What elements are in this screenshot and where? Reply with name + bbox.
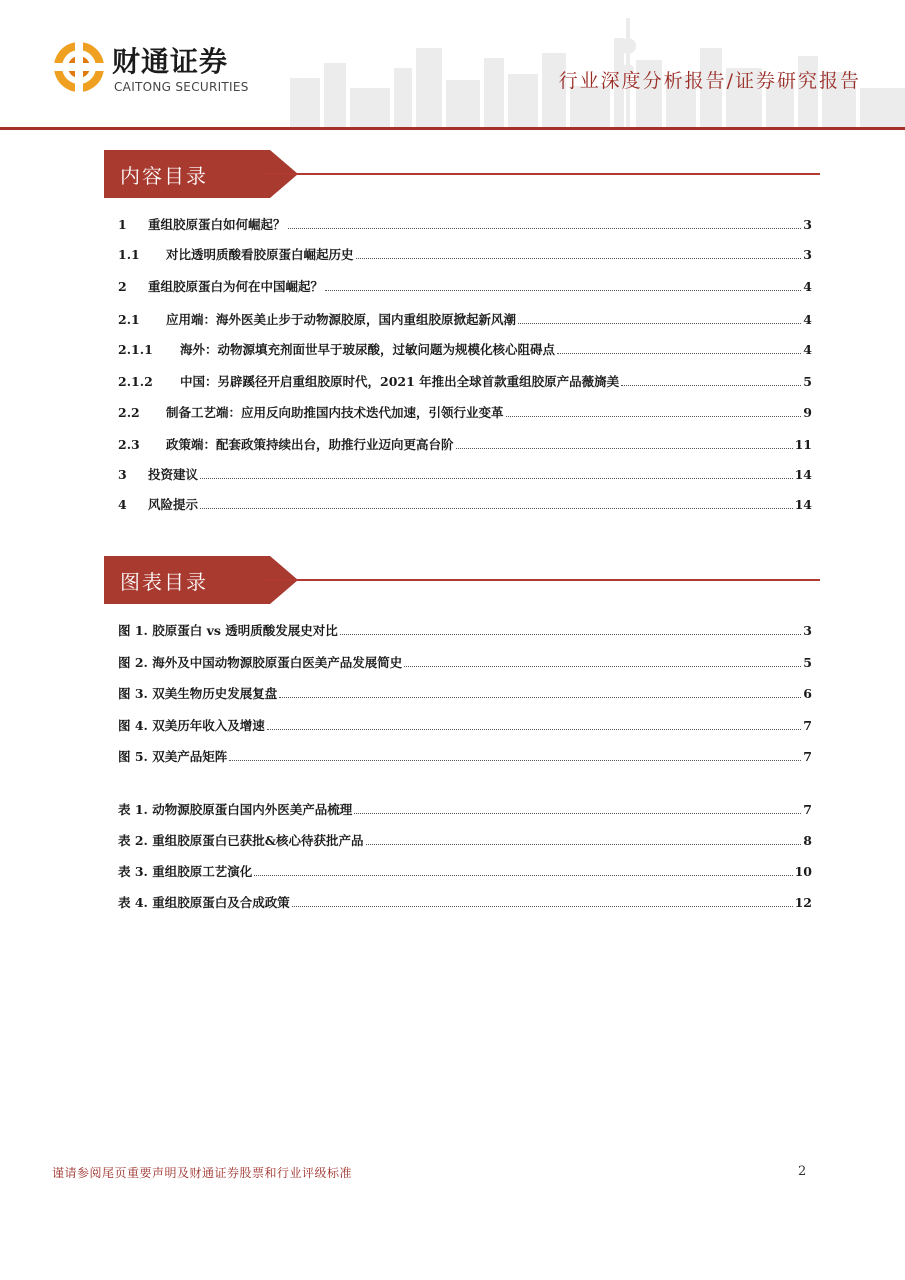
toc-entry-number: 2.1.2 bbox=[118, 374, 153, 389]
toc-entry-page: 4 bbox=[803, 312, 812, 327]
toc-entry[interactable] bbox=[118, 435, 812, 455]
toc-entry-title: 制备工艺端：应用反向助推国内技术迭代加速，引领行业变革 bbox=[166, 405, 504, 420]
table-entry[interactable] bbox=[118, 862, 812, 882]
dot-leader bbox=[404, 666, 801, 667]
brand-name-en: CAITONG SECURITIES bbox=[114, 80, 249, 94]
disclaimer-note: 谨请参阅尾页重要声明及财通证券股票和行业评级标准 bbox=[52, 1166, 353, 1180]
toc-entry-title: 图 1. 胶原蛋白 vs 透明质酸发展史对比 bbox=[118, 623, 338, 638]
toc-entry-page: 12 bbox=[794, 895, 812, 910]
dot-leader bbox=[325, 290, 801, 291]
dot-leader bbox=[366, 844, 802, 845]
toc-entry[interactable] bbox=[118, 465, 812, 485]
toc-entry-number: 2 bbox=[118, 279, 127, 294]
toc-entry-title: 表 2. 重组胶原蛋白已获批&核心待获批产品 bbox=[118, 833, 364, 848]
header-divider bbox=[0, 127, 905, 130]
banner-rule bbox=[264, 579, 820, 581]
toc-entry-page: 9 bbox=[803, 405, 812, 420]
toc-entry[interactable] bbox=[118, 495, 812, 515]
dot-leader bbox=[621, 385, 801, 386]
banner-rule bbox=[264, 173, 820, 175]
brand-name-cn: 财通证券 bbox=[112, 45, 229, 78]
toc-entry-page: 7 bbox=[803, 749, 812, 764]
toc-entry-title: 中国：另辟蹊径开启重组胶原时代，2021 年推出全球首款重组胶原产品薇旖美 bbox=[180, 374, 620, 389]
toc-entry-page: 10 bbox=[794, 864, 812, 879]
lof-title: 图表目录 bbox=[120, 570, 208, 594]
dot-leader bbox=[518, 323, 801, 324]
dot-leader bbox=[254, 875, 792, 876]
toc-entry[interactable] bbox=[118, 340, 812, 360]
toc-entry-page: 5 bbox=[803, 374, 812, 389]
dot-leader bbox=[288, 228, 802, 229]
figure-entry[interactable] bbox=[118, 653, 812, 673]
table-entry[interactable] bbox=[118, 800, 812, 820]
toc-entry-page: 3 bbox=[803, 247, 812, 262]
figure-entry[interactable] bbox=[118, 716, 812, 736]
toc-entry-title: 风险提示 bbox=[148, 497, 199, 512]
table-entry[interactable] bbox=[118, 831, 812, 851]
dot-leader bbox=[506, 416, 802, 417]
toc-entry-number: 2.1 bbox=[118, 312, 140, 327]
toc-entry-page: 4 bbox=[803, 342, 812, 357]
toc-entry-number: 2.1.1 bbox=[118, 342, 153, 357]
toc-entry-page: 7 bbox=[803, 802, 812, 817]
dot-leader bbox=[229, 760, 801, 761]
toc-entry-page: 6 bbox=[803, 686, 812, 701]
figure-entry[interactable] bbox=[118, 747, 812, 767]
dot-leader bbox=[200, 478, 793, 479]
toc-entry-page: 11 bbox=[794, 437, 812, 452]
toc-entry-number: 1.1 bbox=[118, 247, 140, 262]
toc-entry-page: 5 bbox=[803, 655, 812, 670]
toc-entry-title: 重组胶原蛋白如何崛起？ bbox=[148, 217, 286, 232]
toc-entry-title: 表 3. 重组胶原工艺演化 bbox=[118, 864, 253, 879]
toc-entry-title: 投资建议 bbox=[148, 467, 199, 482]
toc-entry-number: 1 bbox=[118, 217, 127, 232]
report-type-label: 行业深度分析报告/证券研究报告 bbox=[558, 70, 861, 92]
toc-entry-title: 表 1. 动物源胶原蛋白国内外医美产品梳理 bbox=[118, 802, 353, 817]
page-number: 2 bbox=[798, 1164, 807, 1179]
toc-entry-title: 应用端：海外医美止步于动物源胶原，国内重组胶原掀起新风潮 bbox=[166, 312, 517, 327]
caitong-logo-icon bbox=[52, 40, 106, 94]
toc-entry-page: 7 bbox=[803, 718, 812, 733]
toc-entry[interactable] bbox=[118, 372, 812, 392]
toc-section-banner bbox=[104, 150, 820, 198]
toc-entry-number: 4 bbox=[118, 497, 127, 512]
toc-entry-number: 3 bbox=[118, 467, 127, 482]
figure-entry[interactable] bbox=[118, 621, 812, 641]
figure-entry[interactable] bbox=[118, 684, 812, 704]
toc-entry[interactable] bbox=[118, 403, 812, 423]
dot-leader bbox=[267, 729, 802, 730]
page-header bbox=[0, 0, 905, 135]
dot-leader bbox=[356, 258, 802, 259]
toc-entry-title: 对比透明质酸看胶原蛋白崛起历史 bbox=[166, 247, 354, 262]
toc-entry-number: 2.3 bbox=[118, 437, 140, 452]
toc-entry-title: 重组胶原蛋白为何在中国崛起？ bbox=[148, 279, 324, 294]
toc-entry[interactable] bbox=[118, 215, 812, 235]
toc-entry-title: 图 5. 双美产品矩阵 bbox=[118, 749, 228, 764]
toc-entry[interactable] bbox=[118, 277, 812, 297]
dot-leader bbox=[557, 353, 801, 354]
toc-entry-title: 政策端：配套政策持续出台，助推行业迈向更高台阶 bbox=[166, 437, 454, 452]
dot-leader bbox=[200, 508, 793, 509]
toc-entry-title: 海外：动物源填充剂面世早于玻尿酸，过敏问题为规模化核心阻碍点 bbox=[180, 342, 556, 357]
toc-entry-page: 14 bbox=[794, 497, 812, 512]
toc-entry-title: 图 2. 海外及中国动物源胶原蛋白医美产品发展简史 bbox=[118, 655, 403, 670]
toc-entry-title: 表 4. 重组胶原蛋白及合成政策 bbox=[118, 895, 290, 910]
toc-entry-page: 3 bbox=[803, 217, 812, 232]
table-entry[interactable] bbox=[118, 893, 812, 913]
lof-section-banner bbox=[104, 556, 820, 604]
toc-entry-title: 图 3. 双美生物历史发展复盘 bbox=[118, 686, 278, 701]
dot-leader bbox=[456, 448, 793, 449]
toc-entry-page: 4 bbox=[803, 279, 812, 294]
toc-title: 内容目录 bbox=[120, 164, 208, 188]
dot-leader bbox=[340, 634, 802, 635]
toc-entry-page: 14 bbox=[794, 467, 812, 482]
dot-leader bbox=[292, 906, 793, 907]
dot-leader bbox=[279, 697, 801, 698]
toc-entry-page: 3 bbox=[803, 623, 812, 638]
toc-entry-number: 2.2 bbox=[118, 405, 140, 420]
toc-entry[interactable] bbox=[118, 245, 812, 265]
toc-entry[interactable] bbox=[118, 310, 812, 330]
toc-entry-page: 8 bbox=[803, 833, 812, 848]
dot-leader bbox=[354, 813, 801, 814]
toc-entry-title: 图 4. 双美历年收入及增速 bbox=[118, 718, 265, 733]
